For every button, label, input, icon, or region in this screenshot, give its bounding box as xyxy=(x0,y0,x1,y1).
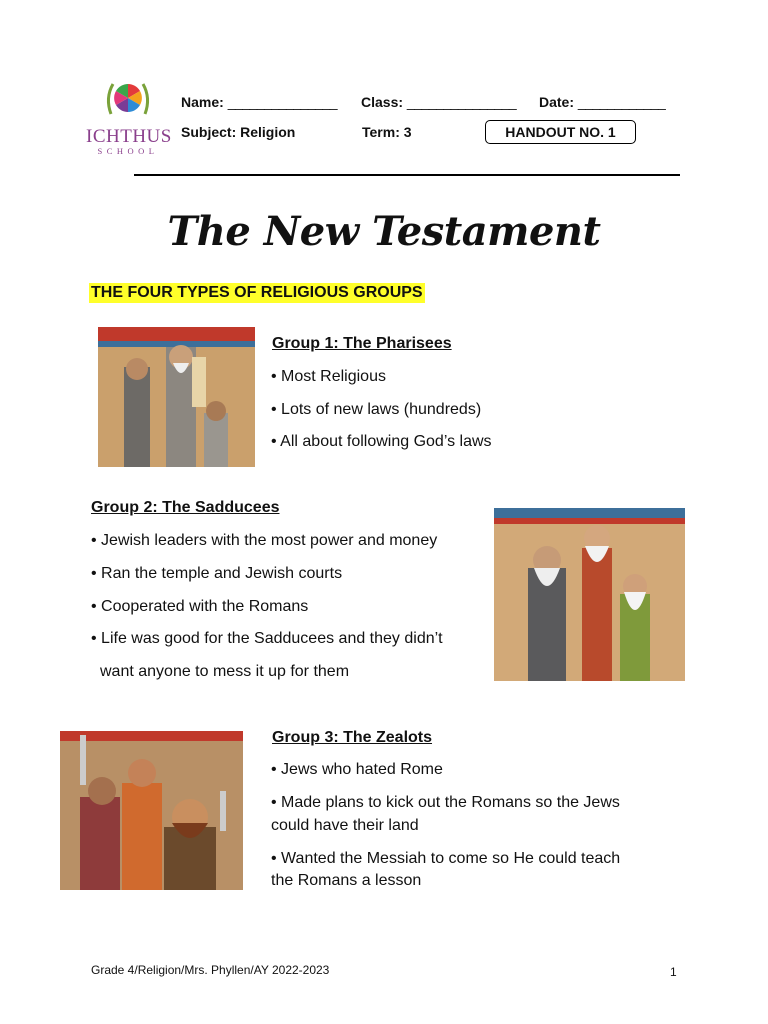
date-label: Date: xyxy=(539,94,575,110)
term-label: Term: 3 xyxy=(362,124,412,140)
header-divider xyxy=(134,174,680,176)
name-label: Name: xyxy=(181,94,224,110)
group-3-bullet: • Made plans to kick out the Romans so the Jews xyxy=(271,794,620,811)
pharisees-illustration xyxy=(98,327,255,467)
group-3-bullet-continued: the Romans a lesson xyxy=(271,872,422,889)
group-2-bullet: • Jewish leaders with the most power and money xyxy=(91,532,438,549)
handout-badge: HANDOUT NO. 1 xyxy=(485,120,636,144)
logo-emblem-icon xyxy=(103,76,153,120)
class-line: _______________ xyxy=(406,94,517,110)
class-field xyxy=(361,94,516,110)
group-2-bullet: • Life was good for the Sadducees and they didn’t xyxy=(91,630,443,647)
school-logo xyxy=(86,76,170,156)
date-field xyxy=(539,94,665,110)
group-2-bullet: • Cooperated with the Romans xyxy=(91,598,309,615)
page-number: 1 xyxy=(670,965,677,979)
group-1-bullet: • Most Religious xyxy=(271,368,386,385)
group-1-bullet: • Lots of new laws (hundreds) xyxy=(271,401,482,418)
group-2-bullet: • Ran the temple and Jewish courts xyxy=(91,565,343,582)
page-title: The New Testament xyxy=(167,208,601,255)
group-3-bullet: • Wanted the Messiah to come so He could teach xyxy=(271,850,621,867)
group-1-bullet: • All about following God’s laws xyxy=(271,433,492,450)
name-field xyxy=(181,94,337,110)
group-2-heading: Group 2: The Sadducees xyxy=(91,499,280,516)
logo-subtitle: SCHOOL xyxy=(97,146,159,156)
group-1-heading: Group 1: The Pharisees xyxy=(272,335,452,352)
logo-name: ICHTHUS xyxy=(86,126,172,147)
group-3-bullet-continued: could have their land xyxy=(271,817,419,834)
class-label: Class: xyxy=(361,94,404,110)
footer-text: Grade 4/Religion/Mrs. Phyllen/AY 2022-2023 xyxy=(91,963,330,977)
group-2-bullet-continued: want anyone to mess it up for them xyxy=(100,663,350,680)
zealots-illustration xyxy=(60,731,243,890)
section-heading: THE FOUR TYPES OF RELIGIOUS GROUPS xyxy=(91,284,423,301)
group-3-bullet: • Jews who hated Rome xyxy=(271,761,443,778)
group-3-heading: Group 3: The Zealots xyxy=(272,729,433,746)
date-line: ____________ xyxy=(577,94,666,110)
sadducees-illustration xyxy=(494,508,685,681)
subject-label: Subject: Religion xyxy=(181,124,296,140)
name-line: _______________ xyxy=(227,94,337,110)
